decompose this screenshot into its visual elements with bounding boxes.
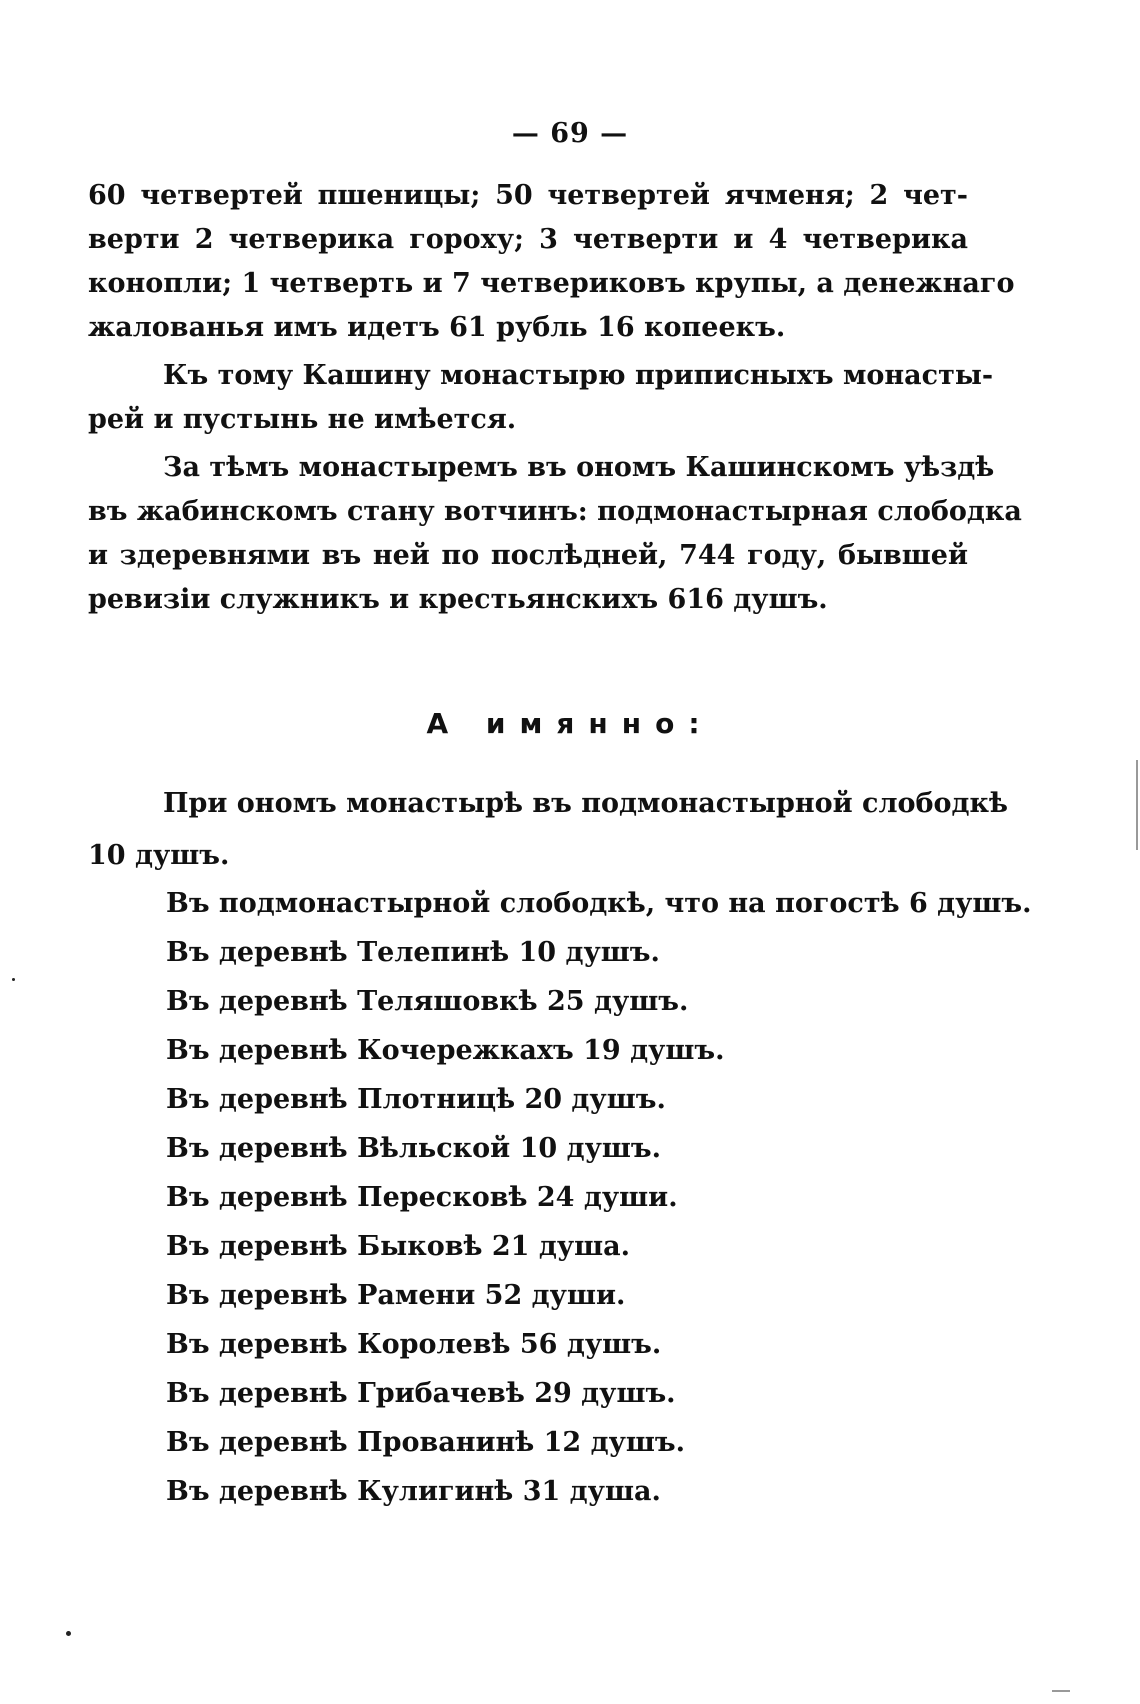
text-line: 10 душъ.	[88, 840, 230, 871]
list-item: Въ деревнѣ Плотницѣ 20 душъ.	[166, 1084, 666, 1115]
list-item: Въ подмонастырной слободкѣ, что на погостѣ 6 душъ.	[166, 888, 1032, 919]
list-item: Въ деревнѣ Грибачевѣ 29 душъ.	[166, 1378, 676, 1409]
scan-edge-mark	[1052, 1690, 1070, 1692]
text-line: въ жабинскомъ стану вотчинъ: подмонастырная слободка	[88, 496, 1022, 527]
text-line: и здеревнями въ ней по послѣдней, 744 году, бывшей	[88, 540, 968, 571]
text-line: ревизіи служникъ и крестьянскихъ 616 душъ.	[88, 584, 828, 615]
list-item: Въ деревнѣ Быковѣ 21 душа.	[166, 1231, 631, 1262]
list-item: Въ деревнѣ Пересковѣ 24 души.	[166, 1182, 678, 1213]
list-item: Въ деревнѣ Прованинѣ 12 душъ.	[166, 1427, 686, 1458]
list-item: Въ деревнѣ Вѣльской 10 душъ.	[166, 1133, 661, 1164]
scan-speck	[66, 1631, 71, 1636]
text-line: верти 2 четверика гороху; 3 четверти и 4 четверика	[88, 224, 968, 255]
page-number: — 69 —	[511, 118, 629, 149]
text-line: 60 четвертей пшеницы; 50 четвертей ячменя; 2 чет-	[88, 180, 968, 211]
scan-edge-mark	[1136, 760, 1138, 850]
text-line: жалованья имъ идетъ 61 рубль 16 копеекъ.	[88, 312, 786, 343]
list-item: Въ деревнѣ Теляшовкѣ 25 душъ.	[166, 986, 689, 1017]
text-line: конопли; 1 четверть и 7 четвериковъ крупы, а денежнаго	[88, 268, 1015, 299]
scan-speck	[12, 978, 15, 981]
text-line: рей и пустынь не имѣется.	[88, 404, 517, 435]
list-item: Въ деревнѣ Телепинѣ 10 душъ.	[166, 937, 660, 968]
section-heading: А имянно:	[426, 707, 714, 740]
list-item: Въ деревнѣ Рамени 52 души.	[166, 1280, 626, 1311]
list-item: Въ деревнѣ Кочережкахъ 19 душъ.	[166, 1035, 725, 1066]
list-item: Въ деревнѣ Кулигинѣ 31 душа.	[166, 1476, 661, 1507]
text-line: За тѣмъ монастыремъ въ ономъ Кашинскомъ уѣздѣ	[163, 452, 995, 483]
text-line: Къ тому Кашину монастырю приписныхъ монасты-	[163, 360, 994, 391]
list-item: Въ деревнѣ Королевѣ 56 душъ.	[166, 1329, 662, 1360]
text-line: При ономъ монастырѣ въ подмонастырной слободкѣ	[163, 788, 1009, 819]
